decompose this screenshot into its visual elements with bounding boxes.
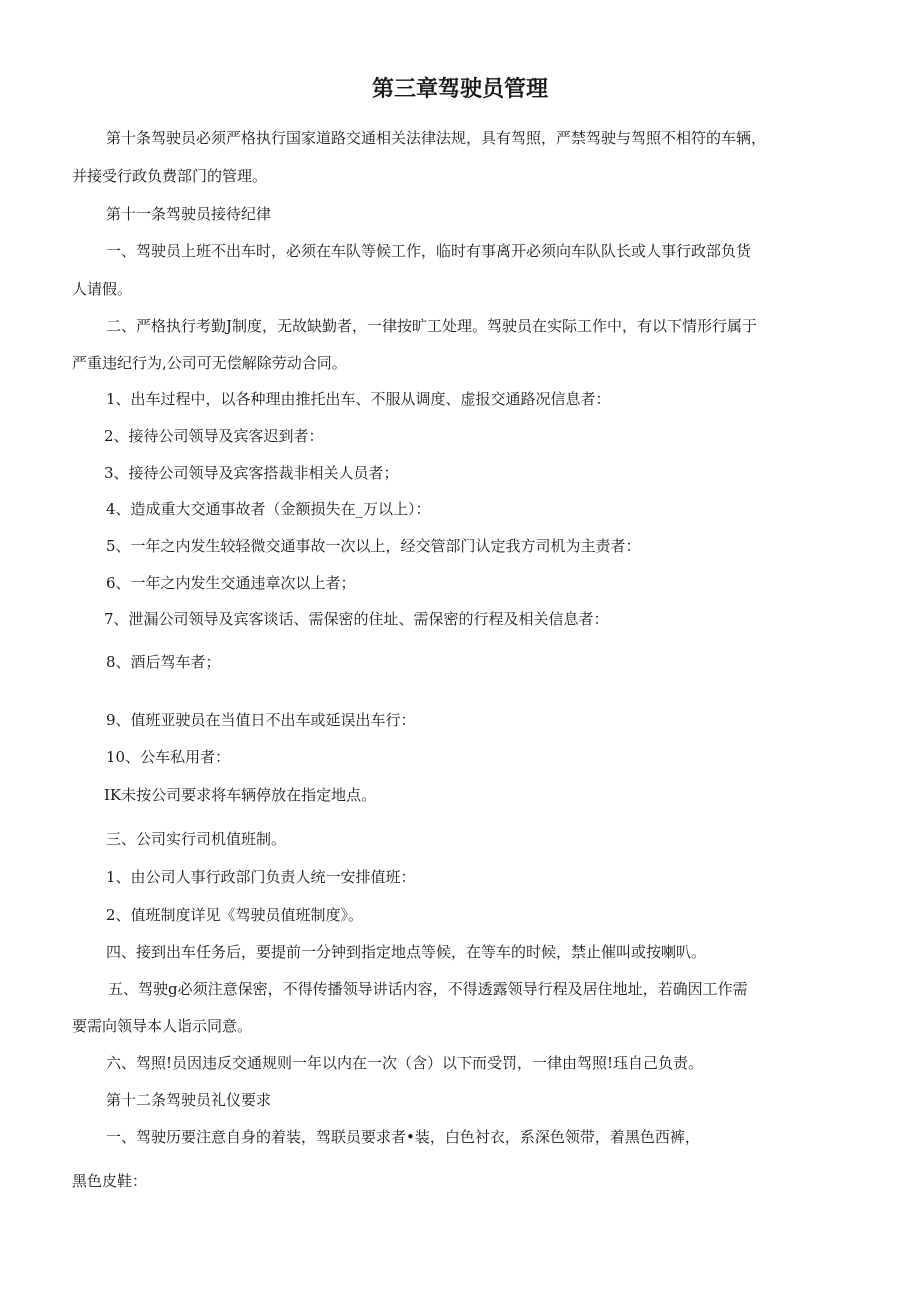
rule-3-heading: 三、公司实行司机值班制。 xyxy=(106,830,287,848)
rule-6: 六、驾照!员因违反交通规则一年以内在一次（含）以下而受罚，一律由驾照!珏自己负责。 xyxy=(106,1054,704,1072)
article-10-line-2: 并接受行政负费部门的管理。 xyxy=(72,167,268,185)
list-item-3: 3、接待公司领导及宾客搭裁非相关人员者； xyxy=(104,464,399,482)
article-11-heading: 第十一条驾驶员接待纪律 xyxy=(106,205,272,223)
list-item-10: 10、公车私用者： xyxy=(106,748,231,766)
list-item-1: 1、出车过程中，以各种理由推托出车、不服从调度、虚报交通路况信息者： xyxy=(106,390,611,408)
list-item-9: 9、值班亚驶员在当值日不出车或延误出车行： xyxy=(106,711,416,729)
list-item-7: 7、泄漏公司领导及宾客谈话、需保密的住址、需保密的行程及相关信息者： xyxy=(104,610,609,628)
list-item-4: 4、造成重大交通事故者（金额损失在_万以上）： xyxy=(106,500,431,518)
list-item-5: 5、一年之内发生较轻微交通事故一次以上，经交管部门认定我方司机为主责者： xyxy=(106,537,641,555)
rule-1-line-2: 人请假。 xyxy=(72,280,133,298)
list-item-8: 8、酒后驾车者； xyxy=(106,653,221,671)
rule-3-item-2: 2、值班制度详见《驾驶员值班制度》。 xyxy=(106,906,364,924)
list-item-6: 6、一年之内发生交通违章次以上者； xyxy=(106,574,356,592)
page-title: 第三章驾驶员管理 xyxy=(371,77,548,102)
list-item-11: IK未按公司要求将车辆停放在指定地点。 xyxy=(104,786,377,804)
rule-5-line-1: 五、驾驶g必须注意保密，不得传播领导讲话内容，不得透露领导行程及居住地址，若确因工作需 xyxy=(108,980,748,998)
etiquette-1-line-1: 一、驾驶历要注意自身的着装，驾联员要求者•装，白色衬衣，系深色领带，着黑色西裤， xyxy=(106,1128,700,1146)
article-12-heading: 第十二条驾驶员礼仪要求 xyxy=(106,1091,272,1109)
rule-2-line-1: 二、严格执行考勤J制度，无故缺勤者，一律按旷工处理。驾驶员在实际工作中，有以下情形行属于 xyxy=(106,317,758,335)
article-10-line-1: 第十条驾驶员必须严格执行国家道路交通相关法律法规，具有驾照，严禁驾驶与驾照不相符的车辆， xyxy=(106,129,767,147)
etiquette-1-line-2: 黑色皮鞋： xyxy=(72,1172,148,1190)
rule-1-line-1: 一、驾驶员上班不出车时，必须在车队等候工作，临时有事离开必须向车队队长或人事行政部负货 xyxy=(106,242,752,260)
rule-3-item-1: 1、由公司人事行政部门负责人统一安排值班： xyxy=(106,868,416,886)
rule-2-line-2: 严重违纪行为,公司可无偿解除劳动合同。 xyxy=(72,354,347,372)
list-item-2: 2、接待公司领导及宾客迟到者： xyxy=(104,427,324,445)
rule-5-line-2: 要需向领导本人诣示同意。 xyxy=(72,1017,253,1035)
rule-4: 四、接到出车任务后，要提前一分钟到指定地点等候，在等车的时候，禁止催叫或按喇叭。 xyxy=(106,943,707,961)
